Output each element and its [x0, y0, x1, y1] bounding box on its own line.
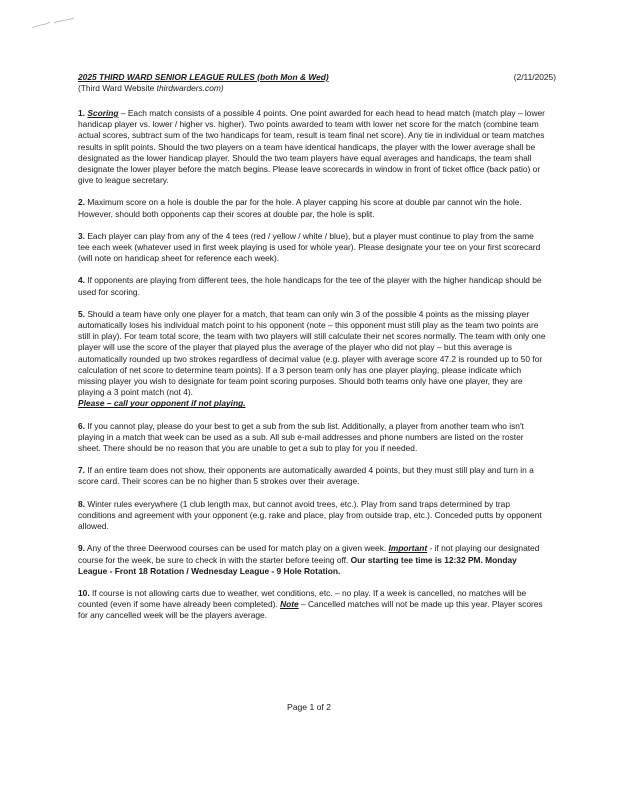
- rule-4: 4. If opponents are playing from different tees, the hole handicaps for the tee of the player with the higher handicap should be used for scoring.: [78, 275, 542, 297]
- page-number: Page 1 of 2: [287, 702, 331, 712]
- rule-1: 1. Scoring – Each match consists of a possible 4 points. One point awarded for each head to head match (match play – lower handicap player vs. lower / higher vs. higher). Two points awarded to team with lower net score for the match (combine team actual scores, subtract sum of the two handicaps for team, result is team final net score). Any tie in individual or team matches results in split points. Should the two players on a team have identical handicaps, the player with the lower average shall be designated as the lower handicap player. Should the two team players have equal averages and handicaps, the team shall designate the lower player before the match begins. Please leave scorecards in window in front of ticket office (back patio) or give to league secretary.: [78, 108, 545, 186]
- rule-10: 10. If course is not allowing carts due to weather, wet conditions, etc. – no play. If a week is cancelled, no matches will be counted (even if some have already been completed). Note – Cancelled matches will not be made up this year. Player scores for any cancelled week will be the players average.: [78, 587, 543, 621]
- rule-6: 6. If you cannot play, please do your best to get a sub from the sub list. Additionally, a player from another team who isn't playing in a match that week can be used as a sub. All sub e-mail addresses and phone numbers are listed on the roster sheet. There should be no reason that you are unable to get a sub to play for you if needed.: [78, 420, 524, 454]
- rule-2: 2. Maximum score on a hole is double the par for the hole. A player capping his score at double par cannot win the hole. However, should both opponents cap their scores at double par, the hole is split.: [78, 197, 522, 219]
- rule-7: 7. If an entire team does not show, their opponents are automatically awarded 4 points, but they must still play and turn in a score card. Their scores can be no higher than 5 strokes over their average.: [78, 465, 534, 487]
- rule-8: 8. Winter rules everywhere (1 club length max, but cannot avoid trees, etc.). Play from sand traps determined by trap conditions and agreement with your opponent (e.g. rake and place, play from outside trap, etc.). Conceded putts by opponent allowed.: [78, 498, 542, 532]
- rules-list: [78, 108, 546, 633]
- rule-5: 5. Should a team have only one player for a match, that team can only win 3 of the possible 4 points as the missing player automatically loses his individual match point to his opponent (note – this opponent must still play as the team two points are still in play). For team total score, the team with two players will still calculate their net scores normally. The team with only one player will use the score of the player that played plus the average of the player who did not play – but this average is automatically rounded up two strokes regardless of decimal value (e.g. player with average score 47.2 is rounded up to 50 for calculation of net score to determine team points). If a 3 person team only has one player playing, please indicate which missing player you wish to designate for team point scoring purposes. Should both teams only have one player, they are playing a 3 point match (not 4). Please – call your opponent if not playing.: [78, 308, 546, 409]
- document-title: 2025 THIRD WARD SENIOR LEAGUE RULES (both Mon & Wed): [78, 72, 329, 82]
- website-label: (Third Ward Website: [78, 83, 155, 93]
- document-header: [78, 72, 556, 94]
- rule-3: 3. Each player can play from any of the 4 tees (red / yellow / white / blue), but a player must continue to play from the same tee each week (whatever used in first week playing is used for whole year). Please designate your tee on your first scorecard (will note on handicap sheet for reference each week).: [78, 230, 541, 264]
- pen-mark: [30, 14, 78, 34]
- website-url: thirdwarders.com): [156, 83, 224, 93]
- rule-5-note: Please – call your opponent if not playing.: [78, 398, 246, 409]
- rule-9: 9. Any of the three Deerwood courses can be used for match play on a given week. Important - if not playing our designated course for the week, be sure to check in with the starter before teeing off. Our starting tee time is 12:32 PM. Monday League - Front 18 Rotation / Wednesday League - 9 Hole Rotation.: [78, 543, 540, 576]
- document-date: (2/11/2025): [513, 72, 556, 82]
